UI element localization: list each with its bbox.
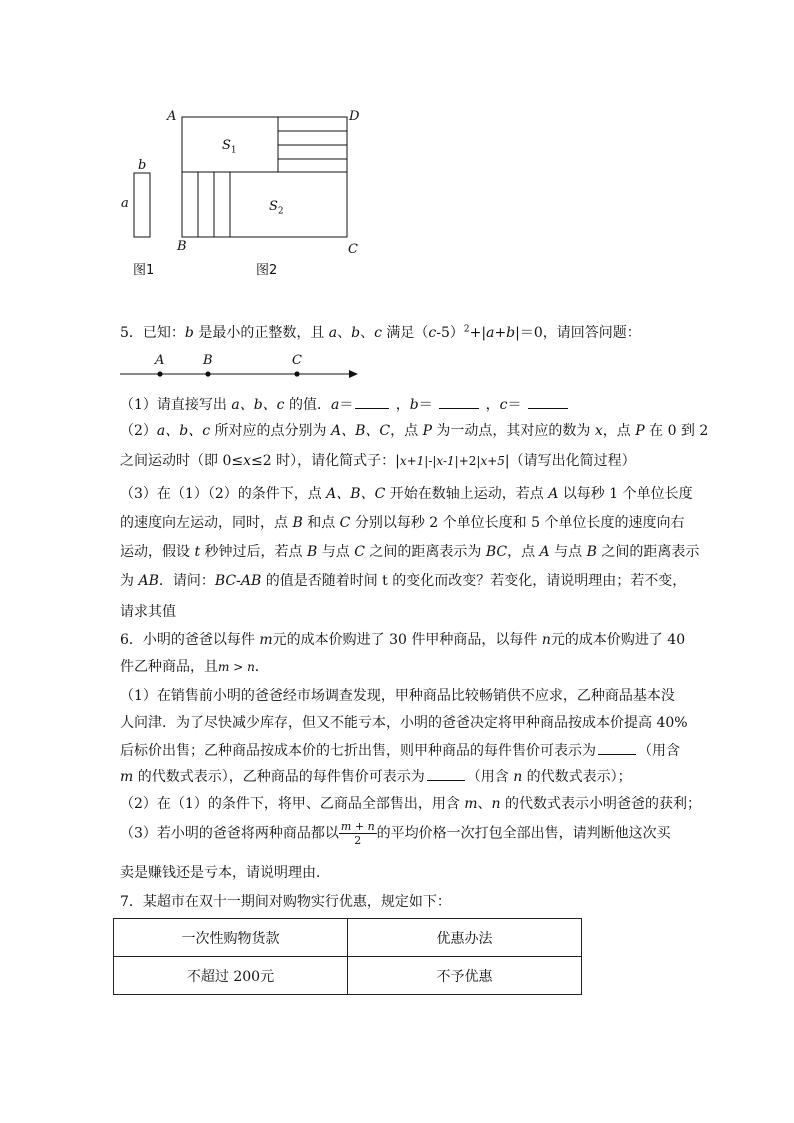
numberline-label-A: A — [155, 353, 165, 368]
q5-part3-line5: 请求其值 — [120, 604, 176, 620]
corner-B: B — [177, 239, 187, 254]
discount-table — [113, 918, 582, 995]
q5-part3-line4: 为 AB．请问：BC-AB 的值是否随着时间 t 的变化而改变？若变化，请说明理由；若不变， — [120, 573, 687, 589]
q6-part3: （3）若小明的爸爸将两种商品都以 $\frac{m + n}{2}$ 的平均价格一次打包全部出售，请判断他这次买 — [120, 820, 671, 847]
answer-blank-b[interactable] — [439, 407, 479, 409]
fraction-average-price: $\frac{m + n}{2}$ — [340, 820, 375, 847]
point-C — [294, 371, 299, 376]
q5-part3-line2: 的速度向左运动，同时，点 B 和点 C 分别以每秒 2 个单位长度和 5 个单位长度的速度向右 — [120, 515, 685, 531]
q6-part2: （2）在（1）的条件下，将甲、乙商品全部售出，用含 m、n 的代数式表示小明爸爸的获利； — [120, 796, 702, 812]
q6-part1-line2: 人问津．为了尽快减少库存，但又不能亏本，小明的爸爸决定将甲种商品按成本价提高 40% — [120, 715, 688, 731]
q6-part1-line3: 后标价出售；乙种商品按成本价的七折出售，则甲种商品的每件售价可表示为 （用含 — [120, 743, 680, 759]
table-row — [114, 957, 582, 995]
table-header-cell: 一次性购物货款 — [114, 919, 348, 957]
corner-A: A — [167, 109, 177, 124]
table-header-cell: 优惠办法 — [348, 919, 582, 957]
q5-part2-line1: （2）a、b、c 所对应的点分别为 A、B、C，点 P 为一动点，其对应的数为 x，点 P 在 0 到 2 — [120, 423, 709, 439]
q7-stem: 7．某超市在双十一期间对购物实行优惠，规定如下： — [120, 894, 451, 910]
table-header-row — [114, 919, 582, 957]
q6-part1-line1: （1）在销售前小明的爸爸经市场调查发现，甲种商品比较畅销供不应求，乙种商品基本没 — [120, 688, 675, 704]
q6-stem-line2: 件乙种商品，且m > n． — [120, 659, 269, 675]
label-S1: $S_1$ — [222, 138, 237, 156]
answer-blank-jia-price[interactable] — [598, 753, 636, 755]
point-B — [205, 371, 210, 376]
small-rectangle — [134, 173, 150, 237]
q5-part3-line1: （3）在（1）（2）的条件下，点 A、B、C 开始在数轴上运动，若点 A 以每秒 1 个单位长度 — [120, 486, 693, 502]
q6-stem-line1: 6．小明的爸爸以每件 m元的成本价购进了 30 件甲种商品，以每件 n元的成本价购进了 40 — [120, 632, 686, 648]
caption-fig2: 图2 — [256, 263, 278, 278]
q5-stem: 5．已知：b 是最小的正整数，且 a、b、c 满足$(c-5)^2+|a+b|=0$，请回答问题： — [120, 324, 641, 341]
answer-blank-c[interactable] — [528, 407, 568, 409]
q5-part3-line3: 运动，假设 t 秒钟过后，若点 B 与点 C 之间的距离表示为 BC，点 A 与点 B 之间的距离表示 — [120, 544, 700, 560]
q6-part3-line2: 卖是赚钱还是亏本，请说明理由． — [120, 865, 330, 881]
label-a: a — [121, 196, 129, 211]
big-rectangle — [182, 117, 347, 237]
point-A — [157, 371, 162, 376]
q6-part1-line4: m 的代数式表示），乙种商品的每件售价可表示为 （用含 n 的代数式表示）； — [120, 769, 632, 785]
table-cell: 不予优惠 — [348, 957, 582, 995]
caption-fig1: 图1 — [133, 263, 155, 278]
corner-D: D — [349, 109, 360, 124]
table-cell: 不超过 200元 — [114, 957, 348, 995]
label-S2: $S_2$ — [269, 199, 284, 217]
q5-part1: （1）请直接写出 a、b、c 的值．a＝ ，b＝ ，c＝ — [120, 394, 570, 414]
numberline-label-B: B — [203, 353, 213, 368]
corner-C: C — [348, 242, 358, 257]
numberline-label-C: C — [292, 353, 302, 368]
label-b: b — [138, 158, 147, 173]
q5-part2-line2: 之间运动时（即 0≤x≤2 时），请化简式子：|x+1|-|x-1|+2|x+5|（请写出化简过程） — [120, 453, 636, 469]
number-line — [118, 366, 368, 386]
answer-blank-yi-price[interactable] — [427, 779, 465, 781]
answer-blank-a[interactable] — [355, 407, 389, 409]
